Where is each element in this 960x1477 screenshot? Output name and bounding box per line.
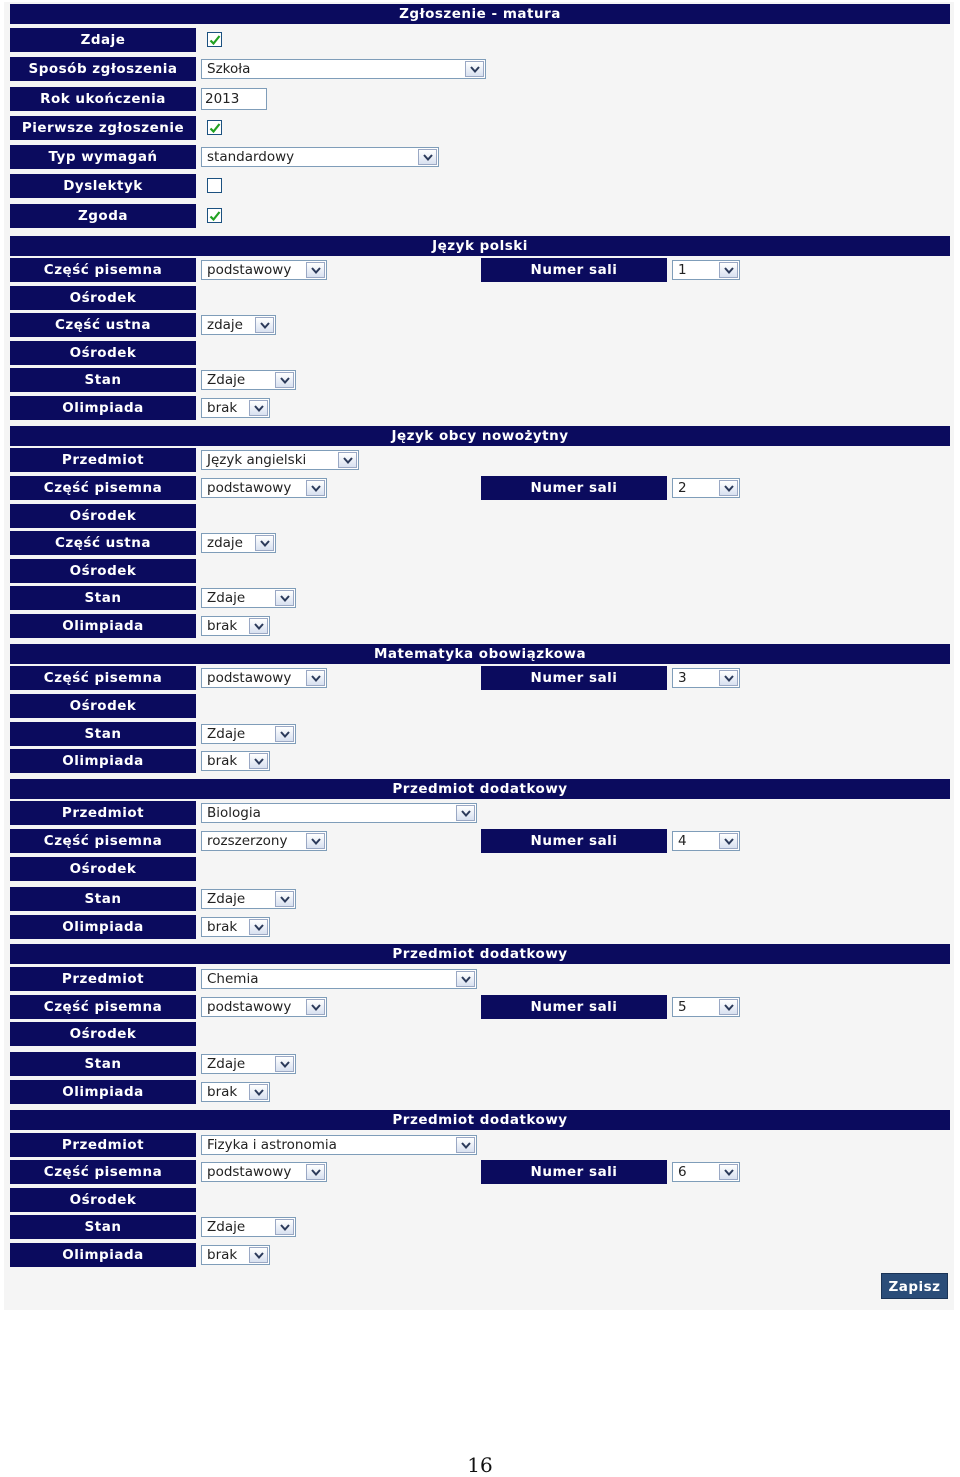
- label-osrodek: Ośrodek: [10, 1022, 196, 1046]
- select-olimpiada[interactable]: [201, 917, 270, 937]
- label-czesc-pisemna: Część pisemna: [10, 666, 196, 690]
- label-osrodek: Ośrodek: [10, 286, 196, 310]
- chevron-down-icon[interactable]: [418, 149, 437, 165]
- check-icon: [209, 210, 221, 222]
- select-numer-sali[interactable]: [672, 478, 740, 498]
- checkbox-zdaje[interactable]: [207, 32, 222, 47]
- select-sposob-zgloszenia[interactable]: [201, 59, 486, 79]
- section-title-przedmiot-dodatkowy-2: Przedmiot dodatkowy: [10, 944, 950, 964]
- select-czesc-pisemna[interactable]: [201, 997, 327, 1017]
- chevron-down-icon[interactable]: [306, 1164, 325, 1180]
- section-title-przedmiot-dodatkowy-3: Przedmiot dodatkowy: [10, 1110, 950, 1130]
- select-olimpiada[interactable]: [201, 616, 270, 636]
- select-value: zdaje: [207, 535, 243, 551]
- select-czesc-pisemna[interactable]: [201, 260, 327, 280]
- select-przedmiot[interactable]: [201, 969, 477, 989]
- label-stan: Stan: [10, 368, 196, 392]
- label-osrodek: Ośrodek: [10, 559, 196, 583]
- select-value: podstawowy: [207, 262, 292, 278]
- label-stan: Stan: [10, 586, 196, 610]
- select-stan[interactable]: [201, 588, 296, 608]
- label-stan: Stan: [10, 1215, 196, 1239]
- label-numer-sali: Numer sali: [481, 995, 667, 1019]
- select-numer-sali[interactable]: [672, 1162, 740, 1182]
- label-czesc-pisemna: Część pisemna: [10, 476, 196, 500]
- label-czesc-pisemna: Część pisemna: [10, 829, 196, 853]
- select-value: brak: [207, 1247, 238, 1263]
- chevron-down-icon[interactable]: [465, 61, 484, 77]
- section-title-jezyk-obcy: Język obcy nowożytny: [10, 426, 950, 446]
- chevron-down-icon[interactable]: [719, 1164, 738, 1180]
- select-numer-sali[interactable]: [672, 997, 740, 1017]
- chevron-down-icon[interactable]: [249, 400, 268, 416]
- select-value: 3: [678, 670, 687, 686]
- label-stan: Stan: [10, 1052, 196, 1076]
- select-value: brak: [207, 753, 238, 769]
- label-czesc-ustna: Część ustna: [10, 531, 196, 555]
- select-value: zdaje: [207, 317, 243, 333]
- label-stan: Stan: [10, 722, 196, 746]
- label-numer-sali: Numer sali: [481, 258, 667, 282]
- chevron-down-icon[interactable]: [306, 262, 325, 278]
- label-zgoda: Zgoda: [10, 204, 196, 228]
- label-numer-sali: Numer sali: [481, 476, 667, 500]
- input-rok-ukonczenia[interactable]: 2013: [201, 88, 267, 110]
- label-olimpiada: Olimpiada: [10, 1243, 196, 1267]
- select-stan[interactable]: [201, 1054, 296, 1074]
- chevron-down-icon[interactable]: [275, 1056, 294, 1072]
- select-olimpiada[interactable]: [201, 751, 270, 771]
- select-value: 1: [678, 262, 687, 278]
- select-value: podstawowy: [207, 670, 292, 686]
- select-przedmiot[interactable]: [201, 803, 477, 823]
- label-czesc-pisemna: Część pisemna: [10, 995, 196, 1019]
- form-title: Zgłoszenie - matura: [10, 4, 950, 24]
- label-olimpiada: Olimpiada: [10, 915, 196, 939]
- select-stan[interactable]: [201, 724, 296, 744]
- select-value: podstawowy: [207, 999, 292, 1015]
- select-value: Zdaje: [207, 1219, 246, 1235]
- chevron-down-icon[interactable]: [249, 618, 268, 634]
- select-value: 6: [678, 1164, 687, 1180]
- label-rok-ukonczenia: Rok ukończenia: [10, 87, 196, 111]
- chevron-down-icon[interactable]: [338, 452, 357, 468]
- select-numer-sali[interactable]: [672, 831, 740, 851]
- label-osrodek: Ośrodek: [10, 504, 196, 528]
- select-czesc-ustna[interactable]: [201, 533, 276, 553]
- select-value: podstawowy: [207, 480, 292, 496]
- label-czesc-pisemna: Część pisemna: [10, 1160, 196, 1184]
- select-value: Biologia: [207, 805, 261, 821]
- select-value: Fizyka i astronomia: [207, 1137, 337, 1153]
- chevron-down-icon[interactable]: [719, 833, 738, 849]
- section-title-matematyka: Matematyka obowiązkowa: [10, 644, 950, 664]
- label-osrodek: Ośrodek: [10, 857, 196, 881]
- select-value: brak: [207, 400, 238, 416]
- chevron-down-icon[interactable]: [249, 919, 268, 935]
- select-olimpiada[interactable]: [201, 1245, 270, 1265]
- label-numer-sali: Numer sali: [481, 829, 667, 853]
- section-title-jezyk-polski: Język polski: [10, 236, 950, 256]
- label-dyslektyk: Dyslektyk: [10, 174, 196, 198]
- label-zdaje: Zdaje: [10, 28, 196, 52]
- chevron-down-icon[interactable]: [275, 372, 294, 388]
- label-czesc-ustna: Część ustna: [10, 313, 196, 337]
- chevron-down-icon[interactable]: [456, 805, 475, 821]
- chevron-down-icon[interactable]: [719, 262, 738, 278]
- label-czesc-pisemna: Część pisemna: [10, 258, 196, 282]
- select-value: standardowy: [207, 149, 295, 165]
- label-stan: Stan: [10, 887, 196, 911]
- chevron-down-icon[interactable]: [719, 999, 738, 1015]
- select-olimpiada[interactable]: [201, 1082, 270, 1102]
- select-value: podstawowy: [207, 1164, 292, 1180]
- label-olimpiada: Olimpiada: [10, 614, 196, 638]
- chevron-down-icon[interactable]: [275, 891, 294, 907]
- select-value: 5: [678, 999, 687, 1015]
- chevron-down-icon[interactable]: [249, 753, 268, 769]
- chevron-down-icon[interactable]: [275, 1219, 294, 1235]
- section-title-przedmiot-dodatkowy-1: Przedmiot dodatkowy: [10, 779, 950, 799]
- chevron-down-icon[interactable]: [306, 833, 325, 849]
- select-czesc-pisemna[interactable]: [201, 668, 327, 688]
- select-value: brak: [207, 1084, 238, 1100]
- label-numer-sali: Numer sali: [481, 666, 667, 690]
- label-osrodek: Ośrodek: [10, 694, 196, 718]
- checkbox-dyslektyk[interactable]: [207, 178, 222, 193]
- chevron-down-icon[interactable]: [719, 480, 738, 496]
- select-value: Zdaje: [207, 372, 246, 388]
- chevron-down-icon[interactable]: [306, 670, 325, 686]
- label-osrodek: Ośrodek: [10, 1188, 196, 1212]
- select-czesc-pisemna[interactable]: [201, 831, 327, 851]
- label-pierwsze-zgloszenie: Pierwsze zgłoszenie: [10, 116, 196, 140]
- label-olimpiada: Olimpiada: [10, 396, 196, 420]
- select-value: Zdaje: [207, 726, 246, 742]
- chevron-down-icon[interactable]: [249, 1084, 268, 1100]
- label-typ-wymagan: Typ wymagań: [10, 145, 196, 169]
- label-przedmiot: Przedmiot: [10, 1133, 196, 1157]
- label-przedmiot: Przedmiot: [10, 448, 196, 472]
- select-numer-sali[interactable]: [672, 668, 740, 688]
- chevron-down-icon[interactable]: [255, 535, 274, 551]
- select-przedmiot[interactable]: [201, 1135, 477, 1155]
- checkbox-pierwsze-zgloszenie[interactable]: [207, 120, 222, 135]
- select-value: 4: [678, 833, 687, 849]
- select-value: 2: [678, 480, 687, 496]
- select-czesc-ustna[interactable]: [201, 315, 276, 335]
- chevron-down-icon[interactable]: [255, 317, 274, 333]
- label-olimpiada: Olimpiada: [10, 1080, 196, 1104]
- chevron-down-icon[interactable]: [249, 1247, 268, 1263]
- checkbox-zgoda[interactable]: [207, 208, 222, 223]
- chevron-down-icon[interactable]: [275, 726, 294, 742]
- select-numer-sali[interactable]: [672, 260, 740, 280]
- select-typ-wymagan[interactable]: [201, 147, 439, 167]
- chevron-down-icon[interactable]: [306, 480, 325, 496]
- select-value: Chemia: [207, 971, 259, 987]
- select-value: rozszerzony: [207, 833, 288, 849]
- label-olimpiada: Olimpiada: [10, 749, 196, 773]
- select-value: Szkoła: [207, 61, 251, 77]
- label-przedmiot: Przedmiot: [10, 967, 196, 991]
- chevron-down-icon[interactable]: [306, 999, 325, 1015]
- select-value: Zdaje: [207, 1056, 246, 1072]
- chevron-down-icon[interactable]: [456, 971, 475, 987]
- select-przedmiot[interactable]: [201, 450, 359, 470]
- select-olimpiada[interactable]: [201, 398, 270, 418]
- select-stan[interactable]: [201, 889, 296, 909]
- chevron-down-icon[interactable]: [275, 590, 294, 606]
- select-stan[interactable]: [201, 1217, 296, 1237]
- select-czesc-pisemna[interactable]: [201, 1162, 327, 1182]
- check-icon: [209, 34, 221, 46]
- select-stan[interactable]: [201, 370, 296, 390]
- select-value: Język angielski: [207, 452, 307, 468]
- select-value: brak: [207, 919, 238, 935]
- select-value: brak: [207, 618, 238, 634]
- label-sposob-zgloszenia: Sposób zgłoszenia: [10, 57, 196, 81]
- check-icon: [209, 122, 221, 134]
- label-przedmiot: Przedmiot: [10, 801, 196, 825]
- select-czesc-pisemna[interactable]: [201, 478, 327, 498]
- label-osrodek: Ośrodek: [10, 341, 196, 365]
- chevron-down-icon[interactable]: [719, 670, 738, 686]
- page-number: 16: [467, 1453, 493, 1477]
- save-button[interactable]: Zapisz: [881, 1273, 948, 1299]
- select-value: Zdaje: [207, 891, 246, 907]
- label-numer-sali: Numer sali: [481, 1160, 667, 1184]
- chevron-down-icon[interactable]: [456, 1137, 475, 1153]
- select-value: Zdaje: [207, 590, 246, 606]
